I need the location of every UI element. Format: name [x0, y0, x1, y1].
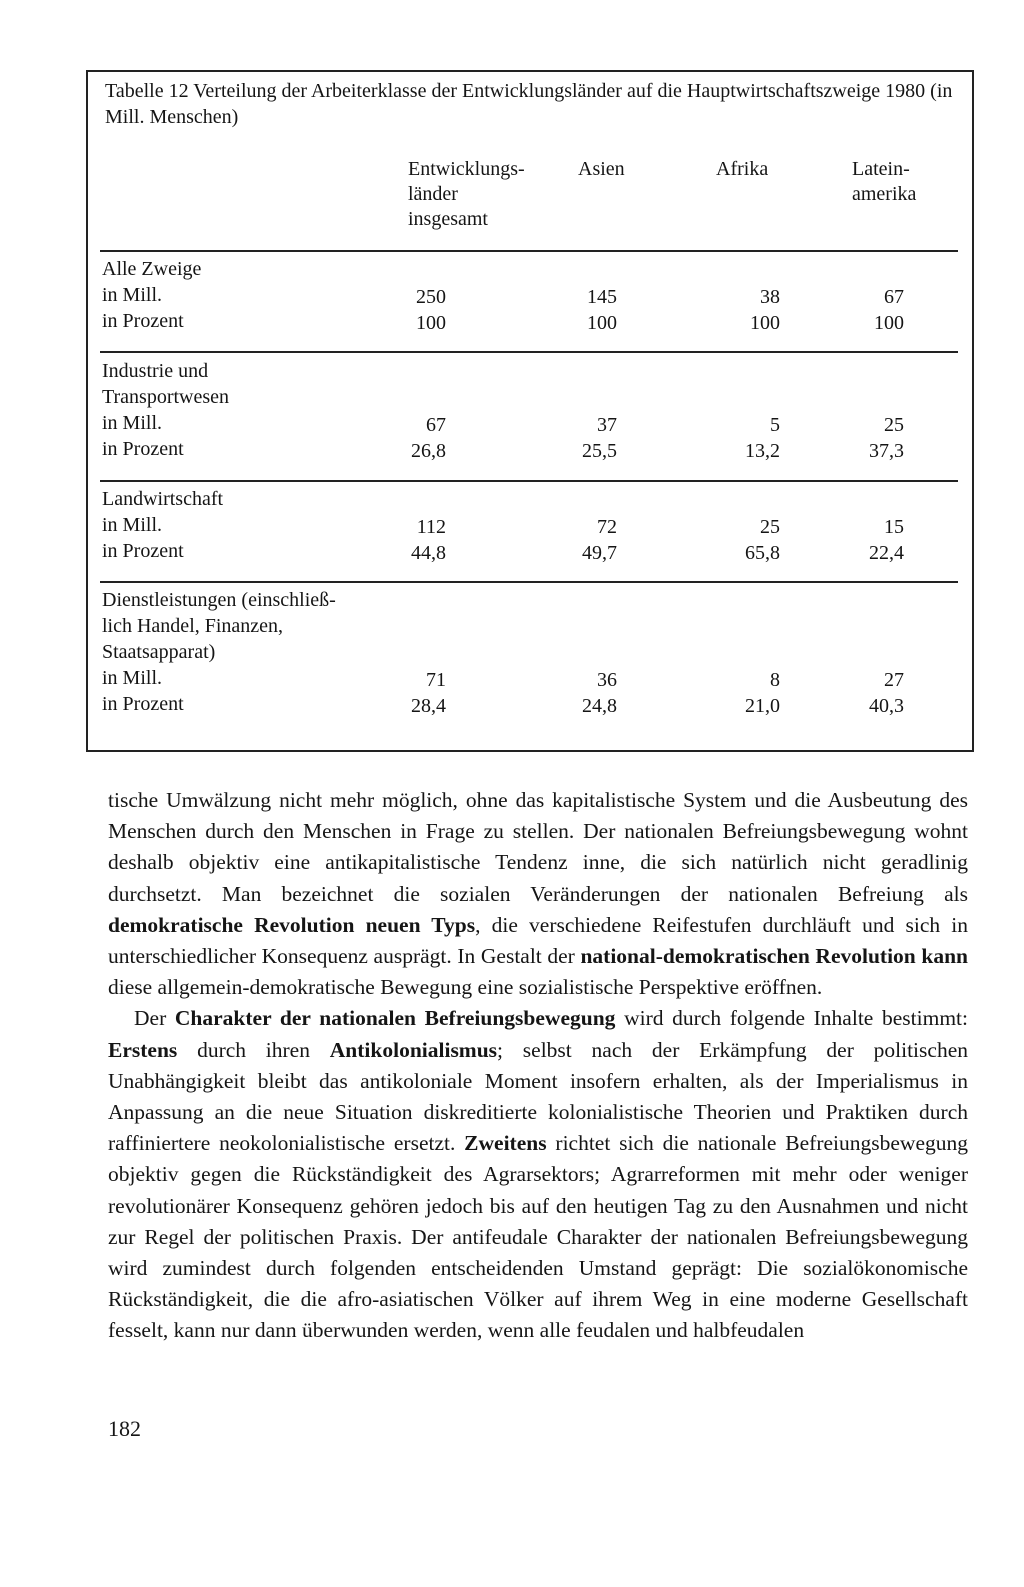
table-rule	[100, 351, 958, 353]
table-cell: 250	[416, 286, 446, 308]
table-cell: 49,7	[582, 542, 617, 564]
row-group-label: Staatsapparat)	[102, 641, 216, 663]
column-header: Afrika	[716, 158, 769, 180]
table-cell: 65,8	[745, 542, 780, 564]
row-label: in Prozent	[102, 540, 184, 562]
table-cell: 100	[750, 312, 780, 334]
table-caption: Tabelle 12 Verteilung der Arbeiterklasse der Entwicklungsländer auf die Hauptwirtschaftszweige 1980 (in Mill. Menschen)	[105, 80, 953, 128]
row-group-label: Alle Zweige	[102, 258, 202, 280]
table-cell: 27	[884, 669, 904, 691]
table-cell: 71	[426, 669, 446, 691]
table-cell: 67	[884, 286, 904, 308]
table-cell: 37,3	[869, 440, 904, 462]
row-label: in Prozent	[102, 310, 184, 332]
row-group-label: lich Handel, Finanzen,	[102, 615, 284, 637]
text-run: Der	[134, 1006, 175, 1031]
table-cell: 13,2	[745, 440, 780, 462]
table-cell: 145	[587, 286, 617, 308]
table-cell: 22,4	[869, 542, 904, 564]
text-run: wird durch folgende Inhalte bestimmt:	[615, 1006, 969, 1031]
table-cell: 67	[426, 414, 446, 436]
table-cell: 100	[587, 312, 617, 334]
row-group-label: Transportwesen	[102, 386, 230, 408]
column-header: Latein-	[852, 158, 910, 180]
text-run: durch ihren	[177, 1037, 330, 1062]
row-label: in Prozent	[102, 438, 184, 460]
row-group-label: Landwirtschaft	[102, 488, 224, 510]
table-cell: 5	[770, 414, 780, 436]
table-frame	[86, 70, 974, 752]
table-cell: 37	[597, 414, 617, 436]
table-cell: 100	[416, 312, 446, 334]
bold-term: Charakter der nationalen Befreiungsbewegung	[174, 1006, 616, 1031]
table-cell: 26,8	[411, 440, 446, 462]
table-rule	[100, 250, 958, 252]
text-run: richtet sich die nationale Befreiungsbewegung objektiv gegen die Rückständigkeit des Agrarsektors; Agrarreformen mit mehr oder weniger revolutionärer Konsequenz gehören jedoch bis auf den heutigen Tag zu den Ausnahmen und nicht zur Regel der politischen Praxis. Der antifeudale Charakter der nationalen Befreiungsbewegung wird zumindest durch folgenden entscheidenden Umstand geprägt: Die sozialökonomische Rückständigkeit, die die afro-asiatischen Völker auf ihrem Weg in eine moderne Gesellschaft fesselt, kann nur dann überwunden werden, wenn alle feudalen und halbfeudalen	[108, 1131, 968, 1343]
text-run: diese allgemein-demokratische Bewegung eine sozialistische Perspektive eröffnen.	[108, 975, 823, 1000]
row-group-label: Dienstleistungen (einschließ-	[102, 589, 336, 611]
bold-term: demokratische Revolution neuen Typs	[108, 912, 476, 937]
table-cell: 44,8	[411, 542, 446, 564]
column-header: Asien	[578, 158, 625, 180]
table-rule	[100, 581, 958, 583]
table-cell: 24,8	[582, 695, 617, 717]
table-cell: 25,5	[582, 440, 617, 462]
bold-term: Zweitens	[464, 1131, 547, 1156]
table-cell: 28,4	[411, 695, 446, 717]
bold-term: Erstens	[108, 1037, 178, 1062]
table-cell: 15	[884, 516, 904, 538]
table-cell: 72	[597, 516, 617, 538]
row-label: in Mill.	[102, 284, 163, 306]
bold-term: national-demokratischen Revolution kann	[580, 944, 968, 969]
text-run: tische Umwälzung nicht mehr möglich, ohne das kapitalistische System und die Ausbeutung des Menschen durch den Menschen in Frage zu stellen. Der nationalen Befreiungsbewegung wohnt deshalb objektiv eine antikapitalistische Tendenz inne, die sich natürlich nicht geradlinig durchsetzt. Man bezeichnet die sozialen Veränderungen der nationalen Befreiung als	[108, 788, 968, 906]
column-header: amerika	[852, 183, 917, 205]
table-cell: 21,0	[745, 695, 780, 717]
column-header: insgesamt	[408, 208, 488, 230]
table-cell: 25	[760, 516, 780, 538]
paragraph-2	[108, 1003, 968, 1346]
table-cell: 25	[884, 414, 904, 436]
row-group-label: Industrie und	[102, 360, 209, 382]
table-cell: 100	[874, 312, 904, 334]
table-cell: 40,3	[869, 695, 904, 717]
column-header: länder	[408, 183, 458, 205]
paragraph-1	[108, 785, 968, 1003]
bold-term: Antikolonialismus	[329, 1037, 498, 1062]
row-label: in Mill.	[102, 514, 163, 536]
text-run: , die verschiedene Reifestufen durchläuft und sich in unterschiedlicher Konsequenz ausprägt. In Gestalt der	[108, 912, 968, 969]
row-label: in Mill.	[102, 412, 163, 434]
column-header: Entwicklungs-	[408, 158, 525, 180]
page-number: 182	[108, 1416, 141, 1441]
table-cell: 36	[597, 669, 617, 691]
row-label: in Prozent	[102, 693, 184, 715]
table-cell: 8	[770, 669, 780, 691]
table-cell: 112	[416, 516, 446, 538]
table-cell: 38	[760, 286, 780, 308]
body-text	[108, 785, 968, 1347]
row-label: in Mill.	[102, 667, 163, 689]
text-run: ; selbst nach der Erkämpfung der politischen Unabhängigkeit bleibt das antikoloniale Moment insofern erhalten, als der Imperialismus in Anpassung an die neue Situation diskreditierte kolonialistische Theorien und Praktiken durch raffiniertere neokolonialistische ersetzt.	[108, 1037, 968, 1156]
table-rule	[100, 480, 958, 482]
